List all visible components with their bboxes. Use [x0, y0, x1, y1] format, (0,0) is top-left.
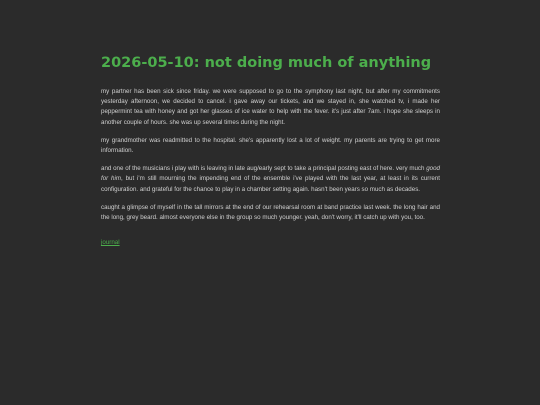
paragraph-text: and one of the musicians i play with is leaving in late aug/early sept to take a principal posting east of here. very much — [101, 165, 427, 173]
post-paragraph: my grandmother was readmitted to the hospital. she's apparently lost a lot of weight. my parents are trying to get more information. — [101, 136, 440, 155]
post-paragraph — [101, 164, 440, 195]
emphasis-text: good for him — [101, 165, 440, 183]
journal-tag-link[interactable]: journal — [101, 239, 120, 247]
paragraph-text: , but i'm still mourning the impending end of the ensemble i've played with the last year, at least in its current configuration. and grateful for the chance to play in a chamber setting again. hasn't been years so much as decades. — [101, 175, 440, 193]
post-paragraph: my partner has been sick since friday. we were supposed to go to the symphony last night, but after my commitments yesterday afternoon, we decided to cancel. i gave away our tickets, and we stayed in, she watched tv, i made her peppermint tea with honey and got her glasses of ice water to help with the fever. it's just after 7am. i hope she sleeps in another couple of hours. she was up several times during the night. — [101, 88, 440, 126]
post-container — [101, 54, 440, 249]
post-paragraph: caught a glimpse of myself in the tall mirrors at the end of our rehearsal room at band practice last week. the long hair and the long, grey beard. almost everyone else in the group so much younger. yeah, don't worry, it'll catch up with you, too. — [101, 203, 440, 222]
post-title: 2026-05-10: not doing much of anything — [101, 55, 432, 71]
